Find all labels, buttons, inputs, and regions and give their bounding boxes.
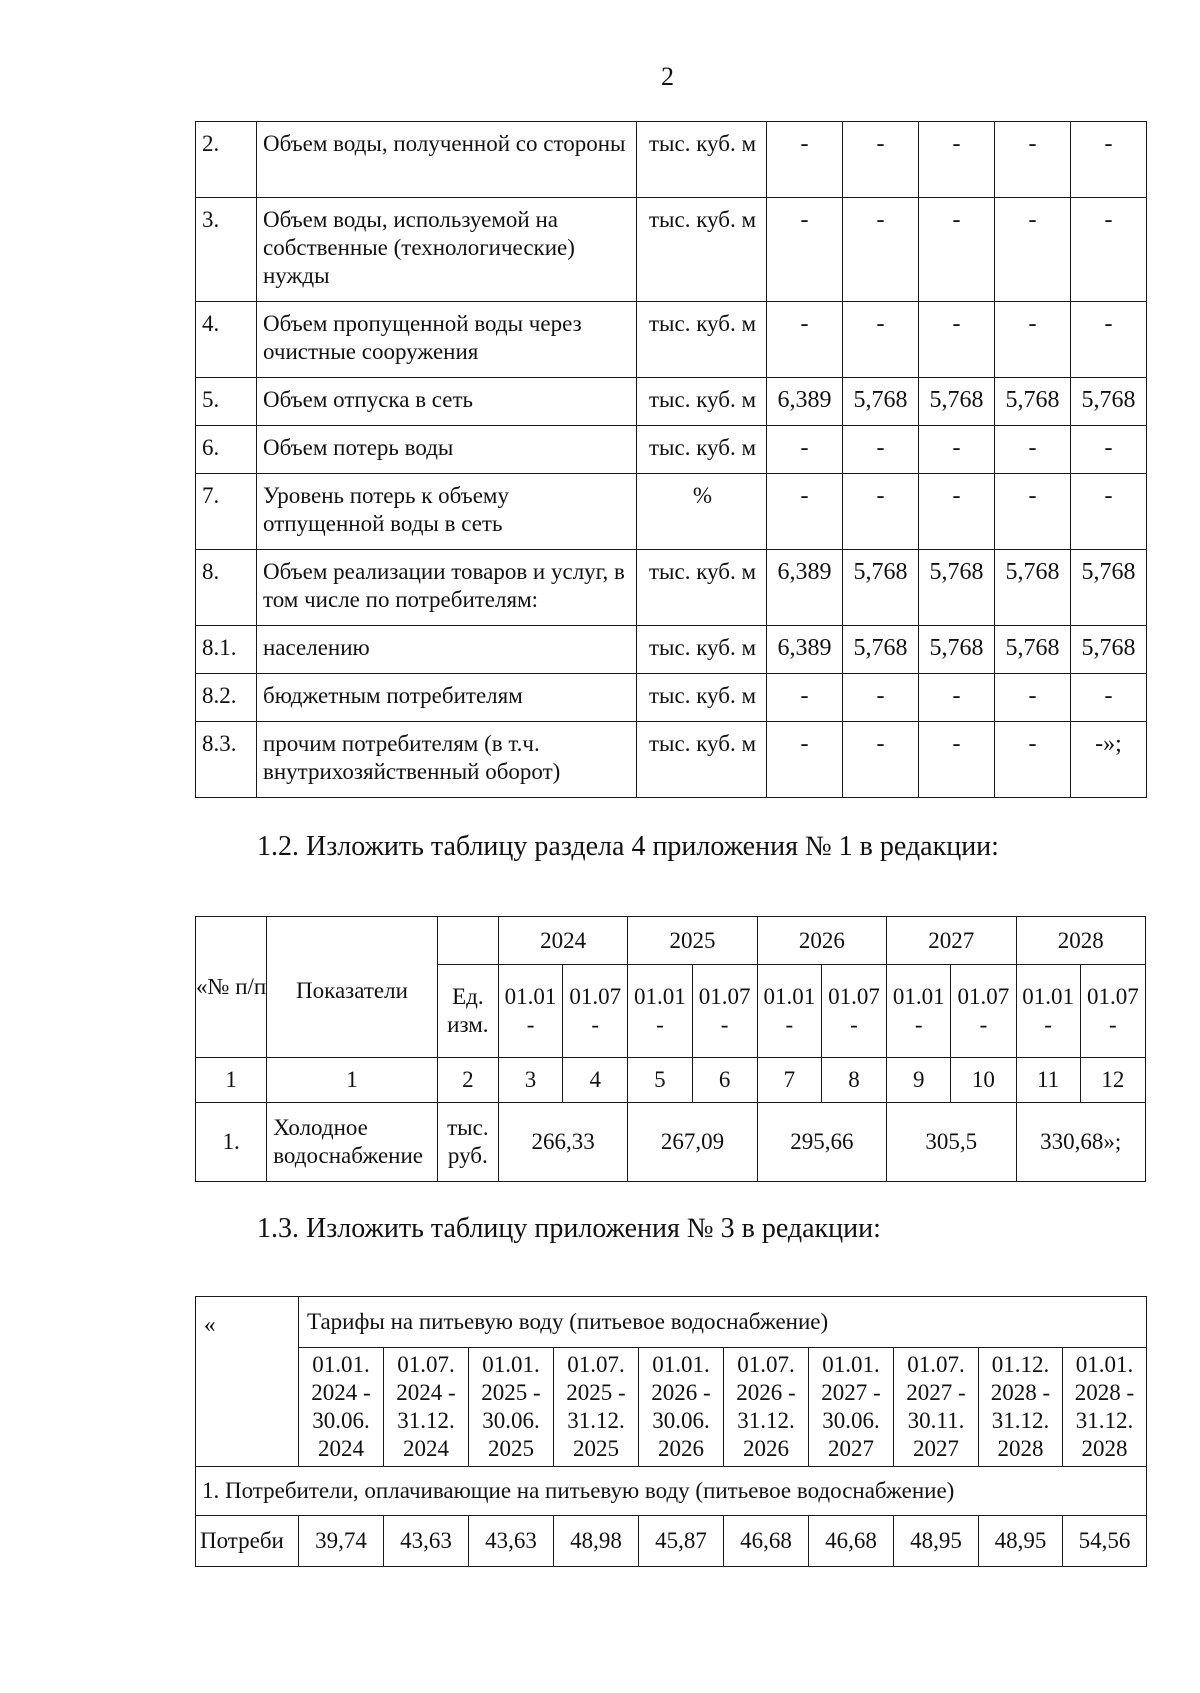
period-header: 01.01. 2028 - 31.12. 2028 xyxy=(1063,1348,1147,1467)
period-header: 01.07 - xyxy=(563,965,628,1058)
water-balance-table xyxy=(195,121,1147,798)
period-header: 01.01. 2026 - 30.06. 2026 xyxy=(639,1348,724,1467)
period-start: 01.01 xyxy=(634,984,686,1009)
value-cell: - xyxy=(919,198,995,302)
period-header: 01.07 - xyxy=(1080,965,1145,1058)
value-cell: - xyxy=(1071,198,1147,302)
value-cell: 295,66 xyxy=(757,1103,886,1182)
table-row xyxy=(196,122,1147,198)
row-num: 4. xyxy=(196,302,257,378)
tariff-title-row xyxy=(196,1297,1147,1348)
value-cell: - xyxy=(843,674,919,722)
value-cell: - xyxy=(767,474,843,550)
value-cell: 5,768 xyxy=(919,550,995,626)
value-cell: - xyxy=(767,722,843,798)
value-cell: - xyxy=(919,474,995,550)
value-cell: - xyxy=(767,122,843,198)
period-header: 01.07 - xyxy=(821,965,886,1058)
table-row xyxy=(196,426,1147,474)
value-cell: - xyxy=(843,302,919,378)
col-num-header: «№ п/п xyxy=(196,917,267,1058)
year-header: 2026 xyxy=(757,917,886,965)
period-header: 01.07 - xyxy=(692,965,757,1058)
column-index: 4 xyxy=(563,1058,628,1103)
period-header: 01.07. 2027 - 30.11. 2027 xyxy=(894,1348,979,1467)
column-index: 12 xyxy=(1080,1058,1145,1103)
row-unit: тыс. куб. м xyxy=(637,674,767,722)
value-cell: - xyxy=(1071,674,1147,722)
row-num: 5. xyxy=(196,378,257,426)
period-start: 01.01 xyxy=(763,984,816,1009)
row-num: 1. xyxy=(196,1103,267,1182)
period-header: 01.01. 2024 - 30.06. 2024 xyxy=(299,1348,384,1467)
row-unit: тыс. куб. м xyxy=(637,302,767,378)
value-cell: - xyxy=(767,674,843,722)
value-cell: 54,56 xyxy=(1063,1516,1147,1567)
heading-1-3: 1.3. Изложить таблицу приложения № 3 в редакции: xyxy=(257,1213,881,1244)
unit-header-top xyxy=(437,917,498,965)
period-header: 01.01 - xyxy=(887,965,951,1058)
row-unit: тыс. куб. м xyxy=(637,198,767,302)
value-cell: - xyxy=(919,122,995,198)
value-cell: 5,768 xyxy=(919,378,995,426)
table-row xyxy=(196,1103,1146,1182)
tariff-title: Тарифы на питьевую воду (питьевое водоснабжение) xyxy=(299,1297,1147,1348)
value-cell: 43,63 xyxy=(469,1516,554,1567)
value-cell: 5,768 xyxy=(843,378,919,426)
value-cell: - xyxy=(995,674,1071,722)
period-start: 01.07 xyxy=(698,984,751,1009)
row-label: Объем пропущенной воды через очистные сооружения xyxy=(257,302,637,378)
col-unit-header: Ед. изм. xyxy=(437,965,498,1058)
table-row xyxy=(196,626,1147,674)
value-cell: 267,09 xyxy=(628,1103,757,1182)
table-row xyxy=(196,722,1147,798)
value-cell: 266,33 xyxy=(498,1103,627,1182)
value-cell: 45,87 xyxy=(639,1516,724,1567)
value-cell: - xyxy=(843,474,919,550)
value-cell: - xyxy=(1071,302,1147,378)
value-cell: - xyxy=(767,302,843,378)
column-index: 10 xyxy=(951,1058,1016,1103)
value-cell: - xyxy=(919,426,995,474)
period-header: 01.12. 2028 - 31.12. 2028 xyxy=(979,1348,1063,1467)
column-index: 1 xyxy=(196,1058,267,1103)
value-cell: 5,768 xyxy=(995,378,1071,426)
value-cell: 6,389 xyxy=(767,378,843,426)
row-unit: тыс. куб. м xyxy=(637,550,767,626)
value-cell: 48,95 xyxy=(894,1516,979,1567)
period-start: 01.01 xyxy=(504,984,557,1009)
value-cell: 6,389 xyxy=(767,550,843,626)
value-cell: 5,768 xyxy=(1071,626,1147,674)
column-index: 1 xyxy=(267,1058,438,1103)
period-header: 01.01 - xyxy=(628,965,692,1058)
value-cell: - xyxy=(995,122,1071,198)
period-header: 01.01. 2025 - 30.06. 2025 xyxy=(469,1348,554,1467)
value-cell: 48,98 xyxy=(554,1516,639,1567)
value-cell: - xyxy=(843,722,919,798)
row-unit: тыс. куб. м xyxy=(637,378,767,426)
period-header: 01.07 - xyxy=(951,965,1016,1058)
table-row xyxy=(196,378,1147,426)
table-row xyxy=(196,302,1147,378)
period-header: 01.01 - xyxy=(757,965,821,1058)
value-cell: 48,95 xyxy=(979,1516,1063,1567)
value-cell: - xyxy=(995,302,1071,378)
value-cell: 5,768 xyxy=(843,626,919,674)
value-cell: -»; xyxy=(1071,722,1147,798)
row-label: Объем воды, используемой на собственные (технологические) нужды xyxy=(257,198,637,302)
value-cell: - xyxy=(843,122,919,198)
value-cell: - xyxy=(995,198,1071,302)
value-cell: 6,389 xyxy=(767,626,843,674)
row-unit: % xyxy=(637,474,767,550)
period-header: 01.07. 2026 - 31.12. 2026 xyxy=(724,1348,809,1467)
value-cell: - xyxy=(995,426,1071,474)
value-cell: 5,768 xyxy=(1071,378,1147,426)
row-label: Потреби xyxy=(196,1516,299,1567)
period-header: 01.01 - xyxy=(498,965,562,1058)
period-start: 01.07 xyxy=(1086,984,1139,1009)
value-cell: 5,768 xyxy=(1071,550,1147,626)
value-cell: - xyxy=(767,426,843,474)
value-cell: - xyxy=(919,722,995,798)
value-cell: 46,68 xyxy=(724,1516,809,1567)
value-cell: 5,768 xyxy=(843,550,919,626)
row-label: Объем отпуска в сеть xyxy=(257,378,637,426)
table-row xyxy=(196,674,1147,722)
value-cell: 43,63 xyxy=(384,1516,469,1567)
year-header: 2027 xyxy=(887,917,1016,965)
row-label: Объем потерь воды xyxy=(257,426,637,474)
value-cell: 39,74 xyxy=(299,1516,384,1567)
row-label: Холодное водоснабжение xyxy=(267,1103,438,1182)
period-header: 01.01. 2027 - 30.06. 2027 xyxy=(809,1348,894,1467)
value-cell: - xyxy=(767,198,843,302)
year-header-row xyxy=(196,917,1146,965)
value-cell: - xyxy=(843,198,919,302)
column-index-row xyxy=(196,1058,1146,1103)
value-cell: - xyxy=(1071,426,1147,474)
period-start: 01.07 xyxy=(957,984,1010,1009)
row-num: 8.1. xyxy=(196,626,257,674)
row-label: Объем воды, полученной со стороны xyxy=(257,122,637,198)
column-index: 6 xyxy=(692,1058,757,1103)
row-label: Уровень потерь к объему отпущенной воды в сеть xyxy=(257,474,637,550)
row-num: 3. xyxy=(196,198,257,302)
row-unit: тыс. руб. xyxy=(437,1103,498,1182)
row-label: бюджетным потребителям xyxy=(257,674,637,722)
row-num: 6. xyxy=(196,426,257,474)
year-header: 2025 xyxy=(628,917,757,965)
row-unit: тыс. куб. м xyxy=(637,722,767,798)
row-unit: тыс. куб. м xyxy=(637,626,767,674)
table-row xyxy=(196,474,1147,550)
column-index: 3 xyxy=(498,1058,562,1103)
value-cell: - xyxy=(919,302,995,378)
row-label: населению xyxy=(257,626,637,674)
table-row xyxy=(196,550,1147,626)
row-num: 7. xyxy=(196,474,257,550)
row-unit: тыс. куб. м xyxy=(637,426,767,474)
period-header: 01.07. 2025 - 31.12. 2025 xyxy=(554,1348,639,1467)
value-cell: 5,768 xyxy=(995,550,1071,626)
table-row xyxy=(196,198,1147,302)
value-cell: - xyxy=(995,474,1071,550)
value-cell: - xyxy=(1071,474,1147,550)
value-cell: - xyxy=(919,674,995,722)
column-index: 9 xyxy=(887,1058,951,1103)
year-header: 2024 xyxy=(498,917,627,965)
heading-1-2: 1.2. Изложить таблицу раздела 4 приложения № 1 в редакции: xyxy=(257,831,999,862)
period-header: 01.07. 2024 - 31.12. 2024 xyxy=(384,1348,469,1467)
section4-indicators-table xyxy=(195,916,1146,1182)
period-start: 01.01 xyxy=(1022,984,1074,1009)
column-index: 8 xyxy=(821,1058,886,1103)
column-index: 2 xyxy=(437,1058,498,1103)
value-cell: - xyxy=(995,722,1071,798)
row-num: 8.3. xyxy=(196,722,257,798)
value-cell: 46,68 xyxy=(809,1516,894,1567)
period-start: 01.07 xyxy=(569,984,622,1009)
period-header-row xyxy=(196,1348,1147,1467)
consumers-header-row xyxy=(196,1467,1147,1516)
year-header: 2028 xyxy=(1016,917,1146,965)
value-cell: 330,68»; xyxy=(1016,1103,1146,1182)
value-cell: 305,5 xyxy=(887,1103,1016,1182)
consumers-header: 1. Потребители, оплачивающие на питьевую воду (питьевое водоснабжение) xyxy=(196,1467,1147,1516)
value-cell: - xyxy=(1071,122,1147,198)
corner-cell: « xyxy=(196,1297,299,1467)
row-label: прочим потребителям (в т.ч. внутрихозяйственный оборот) xyxy=(257,722,637,798)
row-num: 8. xyxy=(196,550,257,626)
row-num: 8.2. xyxy=(196,674,257,722)
row-num: 2. xyxy=(196,122,257,198)
period-start: 01.01 xyxy=(892,984,945,1009)
value-cell: 5,768 xyxy=(919,626,995,674)
column-index: 5 xyxy=(628,1058,692,1103)
tariff-table xyxy=(195,1296,1147,1567)
period-start: 01.07 xyxy=(828,984,880,1009)
row-label: Объем реализации товаров и услуг, в том числе по потребителям: xyxy=(257,550,637,626)
col-indicators-header: Показатели xyxy=(267,917,438,1058)
row-unit: тыс. куб. м xyxy=(637,122,767,198)
value-cell: - xyxy=(843,426,919,474)
column-index: 11 xyxy=(1016,1058,1080,1103)
value-cell: 5,768 xyxy=(995,626,1071,674)
page-number: 2 xyxy=(661,62,674,91)
period-header: 01.01 - xyxy=(1016,965,1080,1058)
table-row xyxy=(196,1516,1147,1567)
column-index: 7 xyxy=(757,1058,821,1103)
